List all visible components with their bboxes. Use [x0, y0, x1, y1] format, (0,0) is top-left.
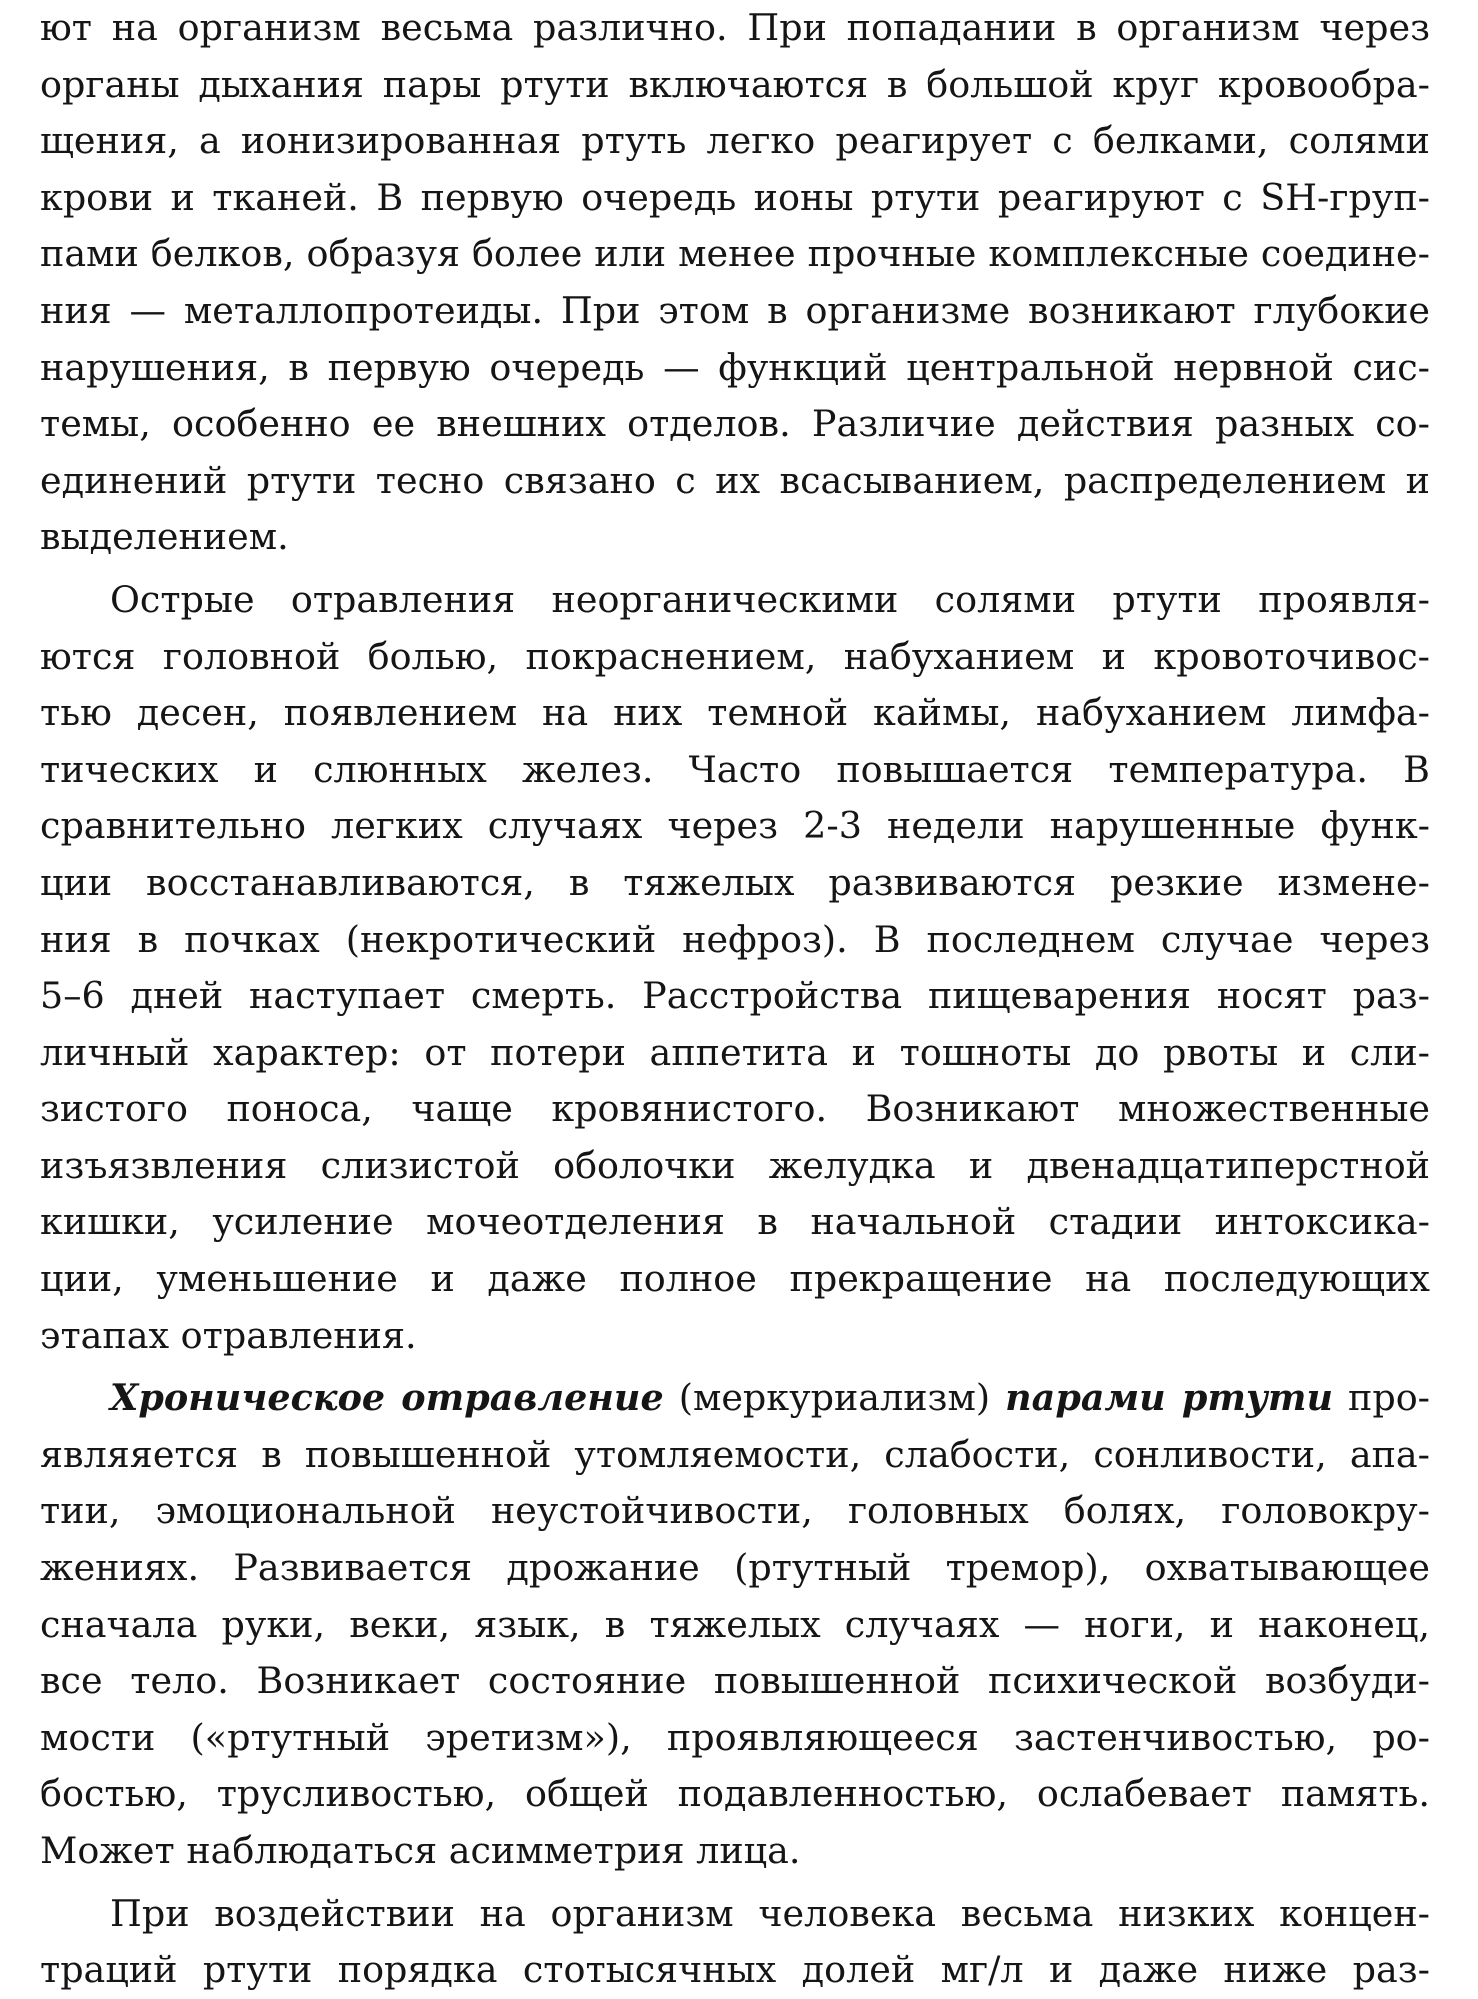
text-line: зистого поноса, чаще кровянистого. Возникают множественные [40, 1087, 1430, 1131]
text-line: щения, а ионизированная ртуть легко реагирует с белками, солями [40, 119, 1430, 163]
text-line: изъязвления слизистой оболочки желудка и двенадцатиперстной [40, 1143, 1430, 1187]
text-line: являяется в повышенной утомляемости, слабости, сонливости, апа- [40, 1432, 1430, 1476]
text-line: пами белков, образуя более или менее прочные комплексные соедине- [40, 232, 1430, 276]
paragraph-2 [40, 572, 1430, 1364]
text-line: крови и тканей. В первую очередь ионы ртути реагируют с SH-груп- [40, 175, 1430, 219]
text-line: мости («ртутный эретизм»), проявляющееся застенчивостью, ро- [40, 1715, 1430, 1759]
text-line: сначала руки, веки, язык, в тяжелых случаях — ноги, и наконец, [40, 1602, 1430, 1646]
text-line: органы дыхания пары ртути включаются в большой круг кровообра- [40, 62, 1430, 106]
text-run: (меркуриализм) [663, 1376, 1006, 1420]
document-page [40, 0, 1430, 1999]
text-line: темы, особенно ее внешних отделов. Различие действия разных со- [40, 402, 1430, 446]
paragraph-3 [40, 1370, 1430, 1879]
paragraph-4 [40, 1886, 1430, 1999]
emphasis-term: парами ртути [1005, 1376, 1333, 1420]
text-line: ют на организм весьма различно. При попадании в организм через [40, 6, 1430, 49]
text-line: нарушения, в первую очередь — функций центральной нервной сис- [40, 345, 1430, 389]
text-line: Может наблюдаться асимметрия лица. [40, 1829, 801, 1872]
text-line: ния в почках (некротический нефроз). В последнем случае через [40, 917, 1430, 961]
text-line: тью десен, появлением на них темной каймы, набуханием лимфа- [40, 691, 1430, 735]
text-line: выделением. [40, 515, 289, 559]
text-line: кишки, усиление мочеотделения в начальной стадии интоксика- [40, 1200, 1430, 1244]
text-line: все тело. Возникает состояние повышенной психической возбуди- [40, 1659, 1430, 1703]
text-run: про- [1332, 1376, 1431, 1420]
text-line: При воздействии на организм человека весьма низких концен- [110, 1891, 1430, 1935]
text-line: ции восстанавливаются, в тяжелых развиваются резкие измене- [40, 860, 1430, 904]
text-line: тии, эмоциональной неустойчивости, головных болях, головокру- [40, 1489, 1430, 1533]
text-line: Острые отравления неорганическими солями ртути проявля- [110, 577, 1430, 621]
text-line: единений ртути тесно связано с их всасыванием, распределением и [40, 458, 1430, 502]
text-line: 5–6 дней наступает смерть. Расстройства пищеварения носят раз- [40, 974, 1430, 1018]
text-line: сравнительно легких случаях через 2-3 недели нарушенные функ- [40, 804, 1430, 848]
emphasis-term: Хроническое отравление [110, 1376, 664, 1420]
text-line: траций ртути порядка стотысячных долей мг/л и даже ниже раз- [40, 1948, 1430, 1992]
text-line: ции, уменьшение и даже полное прекращение на последующих [40, 1257, 1430, 1301]
text-line: личный характер: от потери аппетита и тошноты до рвоты и сли- [40, 1030, 1430, 1074]
text-line: бостью, трусливостью, общей подавленностью, ослабевает память. [40, 1772, 1430, 1816]
text-line: жениях. Развивается дрожание (ртутный тремор), охватывающее [40, 1546, 1430, 1590]
text-line: этапах отравления. [40, 1313, 417, 1357]
text-line: ния — металлопротеиды. При этом в организме возникают глубокие [40, 288, 1430, 332]
text-line-mixed [40, 1370, 1430, 1427]
paragraph-1 [40, 0, 1430, 566]
text-line: тических и слюнных желез. Часто повышается температура. В [40, 747, 1430, 791]
text-line: ются головной болью, покраснением, набуханием и кровоточивос- [40, 634, 1430, 678]
